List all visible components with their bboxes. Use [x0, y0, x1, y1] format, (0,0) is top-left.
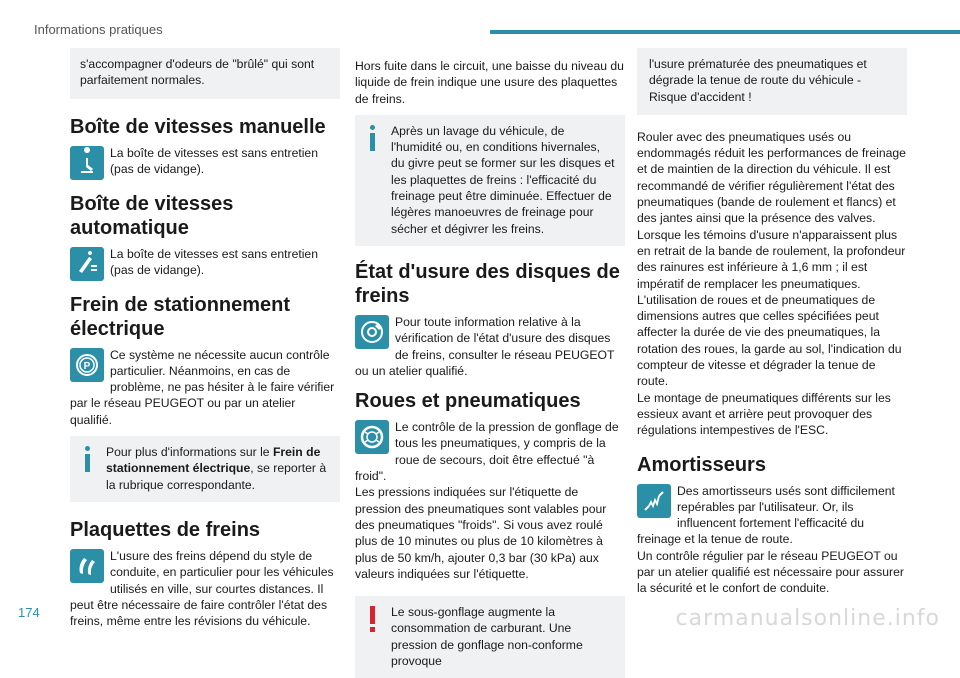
- info-note-parking-brake: [70, 436, 340, 502]
- section-title-brake-pads: Plaquettes de freins: [70, 518, 261, 541]
- warning-note-underinflation: [355, 596, 625, 678]
- automatic-gearbox-text: La boîte de vitesses est sans entretien (pas de vidange).: [110, 246, 318, 277]
- page-number: 174: [18, 605, 40, 620]
- column-1: [70, 48, 340, 629]
- header-accent-bar: [490, 30, 960, 34]
- tyre-icon: [355, 420, 389, 454]
- shock-absorbers-text: Des amortisseurs usés sont difficilement repérables par l'utilisateur. Or, ils influencent fortement l'efficacité du freinage et la tenue de route.: [637, 483, 895, 547]
- section-title-shock-absorbers: Amortisseurs: [637, 453, 766, 476]
- tyre-mixed-text: Le montage de pneumatiques différents sur les essieux avant et arrière peut provoquer des régulations intempestives de l'ESC.: [637, 390, 891, 438]
- wheels-tyres-paragraph: [355, 419, 625, 484]
- info-note-text-post: , se reporter à la rubrique correspondante.: [106, 461, 327, 492]
- manual-gearbox-text: La boîte de vitesses est sans entretien (pas de vidange).: [110, 145, 318, 176]
- tyre-pressure-text: Les pressions indiquées sur l'étiquette de pression des pneumatiques sont valables pour des pneumatiques "froids". Si vous avez roulé plus de 10 minutes ou plus de 10 kilomètres à plus de 50 km/h, ajouter 0,3 bar (30 kPa) aux valeurs indiquées sur l'étiquette.: [355, 485, 607, 581]
- section-title-wheels-tyres: Roues et pneumatiques: [355, 390, 581, 413]
- watermark: carmanualsonline.info: [675, 606, 940, 631]
- shock-absorber-icon: [637, 484, 671, 518]
- column-3: [637, 48, 907, 597]
- warning-note-text: Le sous-gonflage augmente la consommation de carburant. Une pression de gonflage non-conforme provoque: [391, 605, 583, 669]
- automatic-gearbox-paragraph: [70, 246, 340, 283]
- brake-discs-paragraph: [355, 314, 625, 379]
- continued-text-box: s'accompagner d'odeurs de "brûlé" qui sont parfaitement normales.: [70, 48, 340, 99]
- svg-text:P: P: [83, 360, 91, 372]
- parking-brake-text: Ce système ne nécessite aucun contrôle particulier. Néanmoins, en cas de problème, ne pas hésiter à le faire vérifier par le réseau PEUGEOT ou par un atelier qualifié.: [70, 347, 335, 427]
- section-title-brake-discs: État d'usure des disques de freins: [355, 260, 620, 307]
- brake-discs-text: Pour toute information relative à la vérification de l'état d'usure des disques de freins, consulter le réseau PEUGEOT ou un atelier qualifié.: [355, 314, 615, 378]
- info-icon: [367, 125, 377, 153]
- column-2: [355, 58, 625, 678]
- wheels-tyres-text: Le contrôle de la pression de gonflage de tous les pneumatiques, y compris de la roue de secours, doit être effectué "à froid".: [355, 420, 619, 484]
- brake-disc-icon: [355, 315, 389, 349]
- continued-warning-box: l'usure prématurée des pneumatiques et dégrade la tenue de route du véhicule - Risque d'accident !: [637, 48, 907, 115]
- info-note-washing: [355, 115, 625, 246]
- info-note-text-pre: Pour plus d'informations sur le: [106, 445, 273, 460]
- gear-lever-icon: [70, 146, 104, 180]
- shock-absorbers-check-text: Un contrôle régulier par le réseau PEUGEOT ou par un atelier qualifié est nécessaire pour assurer la sécurité et le confort de conduite.: [637, 548, 904, 596]
- section-title-manual-gearbox: Boîte de vitesses manuelle: [70, 115, 326, 138]
- tyre-wear-indicators-text: Lorsque les témoins d'usure n'apparaissent plus en retrait de la bande de roulement, la profondeur des rainures est inférieure à 1,6 mm ; il est impératif de remplacer les pneumatiques.: [637, 227, 906, 291]
- info-note-washing-text: Après un lavage du véhicule, de l'humidité ou, en conditions hivernales, du givre peut se former sur les disques et les plaquettes de freins : l'efficacité du freinage peut être diminuée. Effectuer de légères manoeuvres de freinage pour sécher et dégivrer les freins.: [391, 123, 615, 236]
- shock-absorbers-paragraph: [637, 483, 907, 548]
- brake-pads-icon: [70, 549, 104, 583]
- manual-gearbox-paragraph: [70, 145, 340, 182]
- brake-pads-text: L'usure des freins dépend du style de conduite, en particulier pour les véhicules utilisés en ville, sur courtes distances. Il peut être nécessaire de faire contrôler l'état des freins, même entre les révisions du véhicule.: [70, 548, 334, 629]
- info-note-text-bold: Frein de stationnement électrique: [106, 445, 321, 476]
- tyre-dimensions-text: L'utilisation de roues et de pneumatiques de dimensions autres que celles spécifiées peut affecter la durée de vie des pneumatiques, la rotation des roues, la garde au sol, l'indication du compteur de vitesse et dégrader la tenue de route.: [637, 292, 902, 389]
- automatic-gearbox-icon: [70, 247, 104, 281]
- brake-fluid-text: Hors fuite dans le circuit, une baisse du niveau du liquide de frein indique une usure des plaquettes de freins.: [355, 59, 624, 106]
- section-title-parking-brake: Frein de stationnement électrique: [70, 293, 291, 340]
- parking-brake-icon: [70, 348, 104, 382]
- warning-icon: [367, 606, 377, 634]
- header-title: Informations pratiques: [34, 22, 163, 37]
- section-title-automatic-gearbox: Boîte de vitesses automatique: [70, 192, 234, 239]
- tyre-wear-text: Rouler avec des pneumatiques usés ou endommagés réduit les performances de freinage et de maintien de la direction du véhicule. Il est recommandé de vérifier régulièrement l'état des pneumatiques (bande de roulement et flancs) et des jantes ainsi que la présence des valves.: [637, 129, 906, 226]
- brake-pads-paragraph: [70, 548, 340, 629]
- info-icon: [82, 446, 92, 474]
- parking-brake-paragraph: [70, 347, 340, 428]
